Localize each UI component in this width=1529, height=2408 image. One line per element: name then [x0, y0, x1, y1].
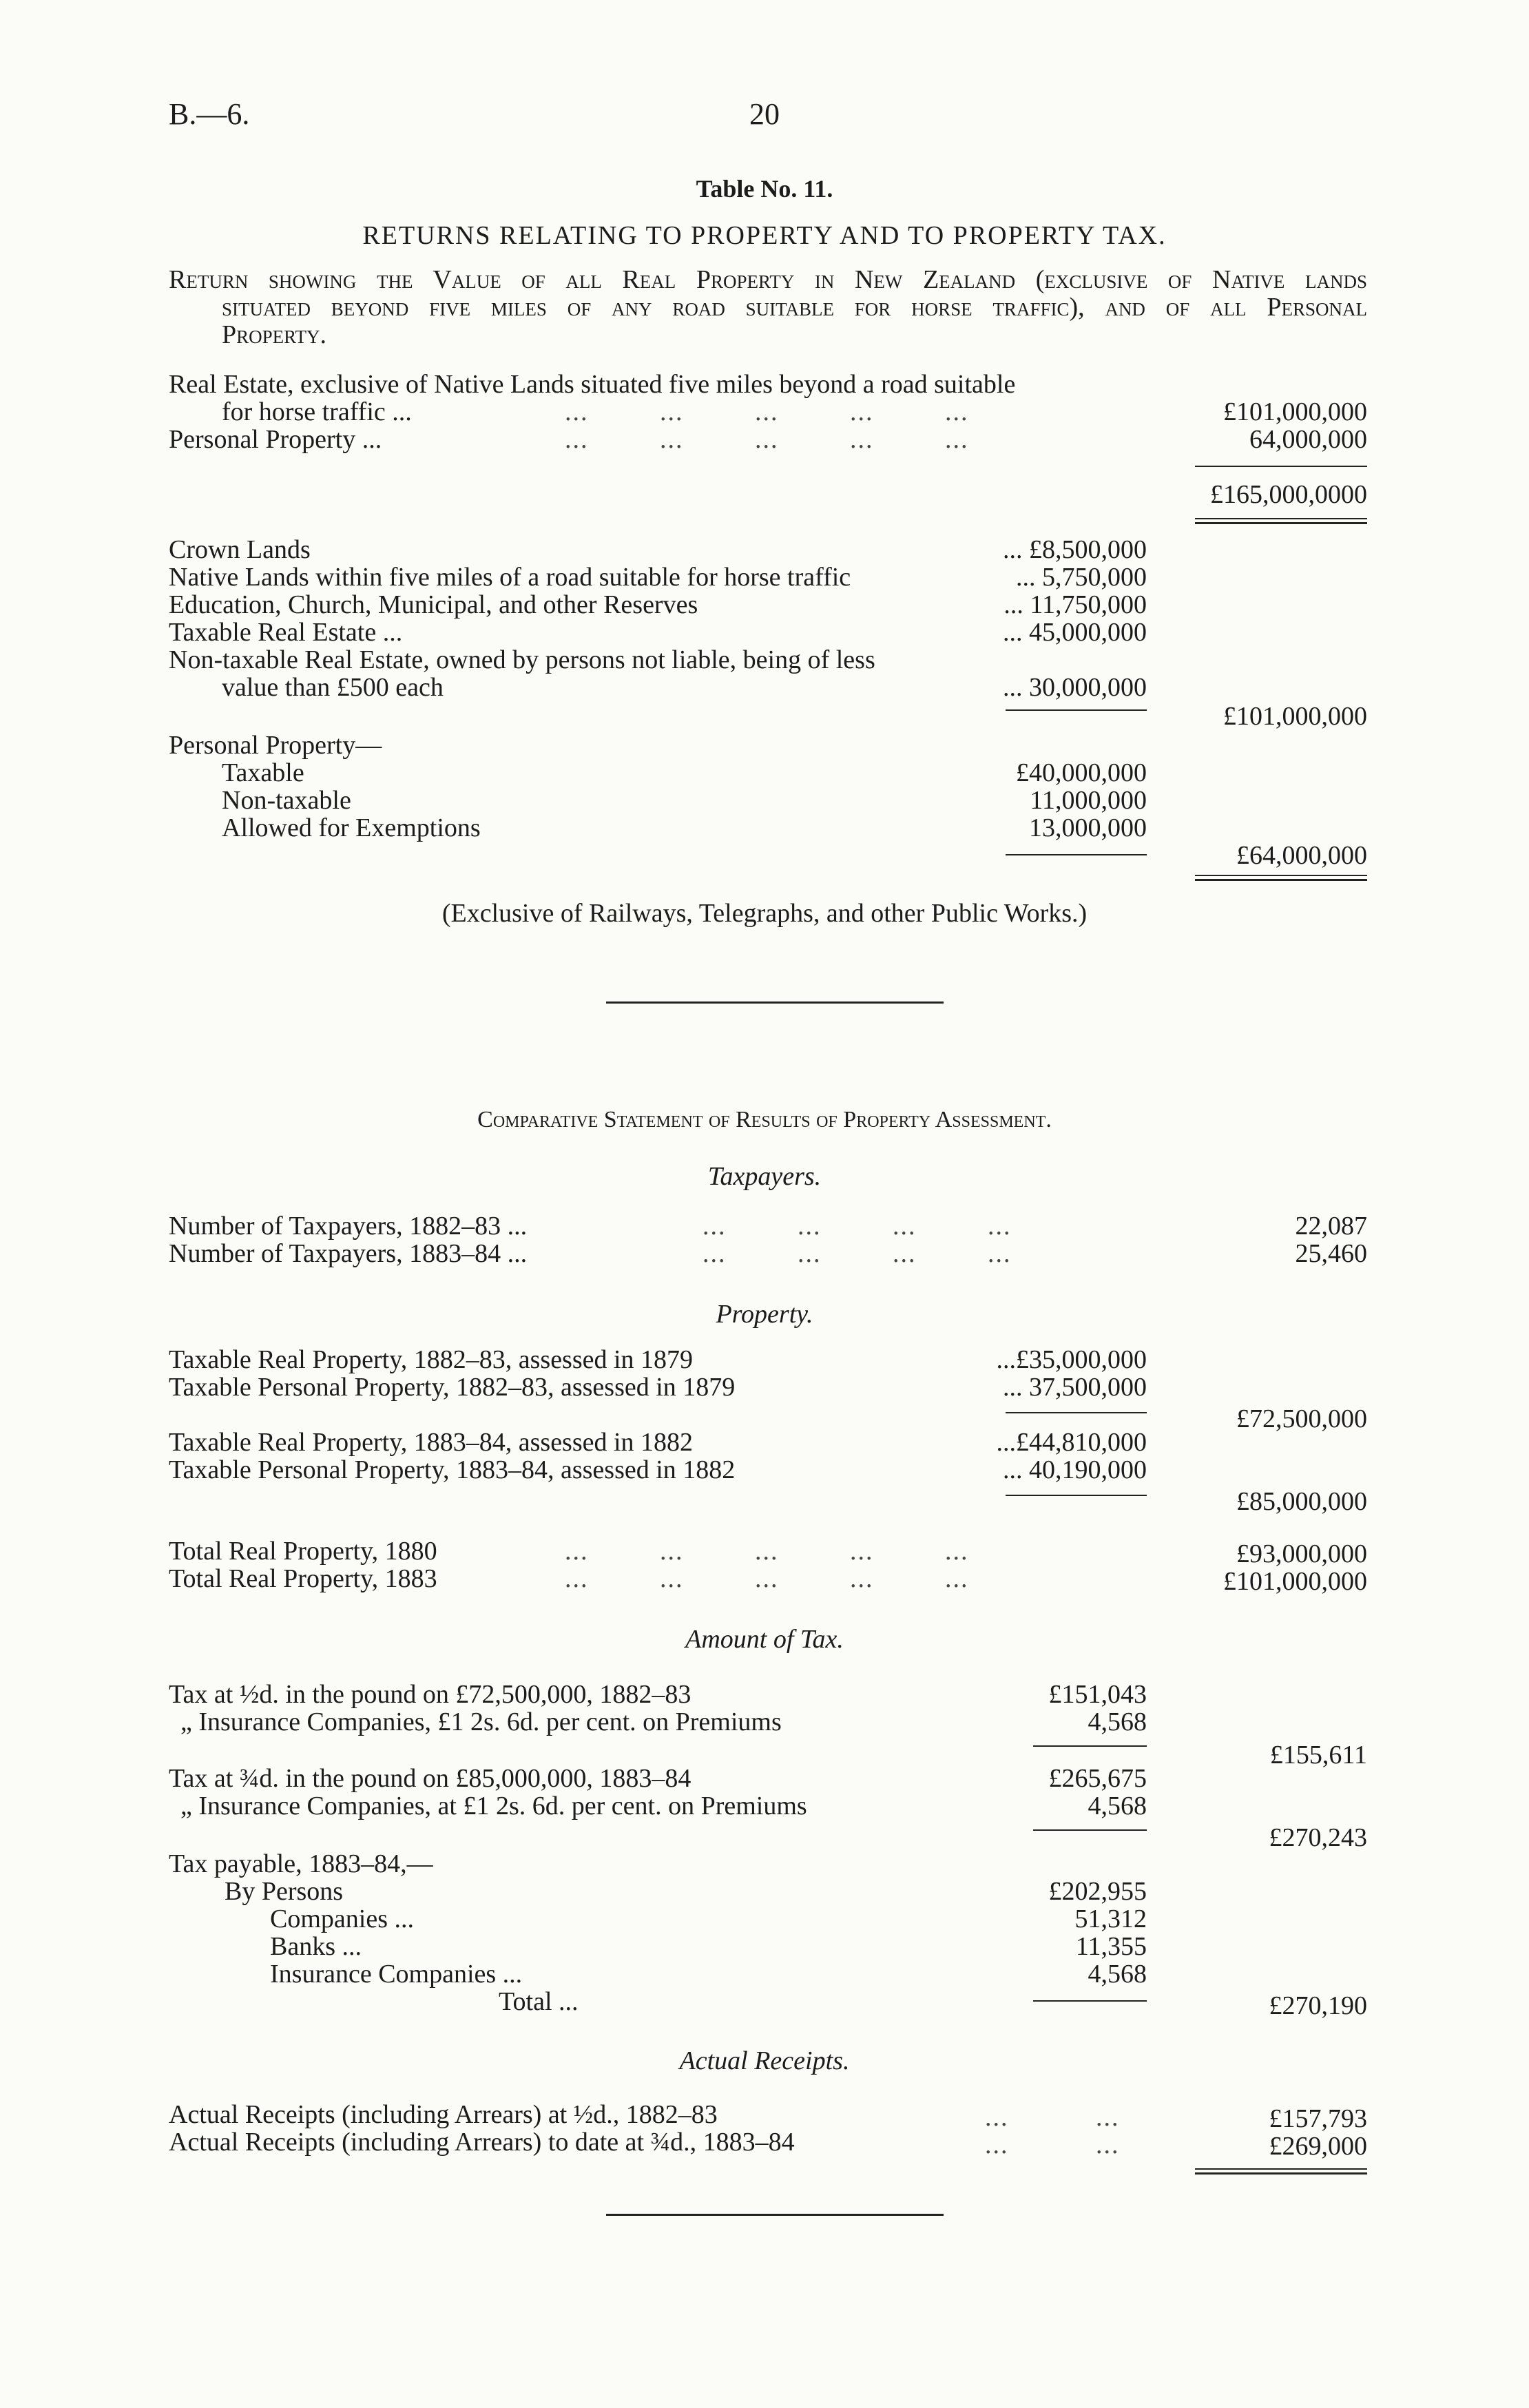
property-row-value: ... 37,500,000: [1003, 1373, 1147, 1402]
leader-dots: ... ... ... ...: [703, 1212, 1012, 1241]
real-estate-value: £101,000,000: [1223, 397, 1367, 426]
real-estate-label-line2: for horse traffic ...: [222, 397, 412, 426]
real-row-value: ... 30,000,000: [1003, 673, 1147, 702]
personal-row-label: Allowed for Exemptions: [222, 813, 481, 842]
property-row-label: Taxable Real Property, 1882–83, assessed in 1879: [169, 1345, 694, 1374]
exclusive-note: (Exclusive of Railways, Telegraphs, and other Public Works.): [441, 899, 1088, 928]
leader-dots: ... ... ... ...: [703, 1239, 1012, 1268]
personal-property-label: Personal Property ...: [169, 425, 382, 454]
table-title: Table No. 11.: [696, 175, 833, 203]
return-para-line3: Property.: [222, 320, 327, 349]
real-row-label: Crown Lands: [169, 535, 311, 564]
property-heading: Property.: [716, 1300, 813, 1329]
tax-row-label: Tax at ¾d. in the pound on £85,000,000, 1883–84: [169, 1764, 691, 1793]
real-row-label: value than £500 each: [222, 673, 444, 702]
real-row-value: ... 11,750,000: [1003, 590, 1147, 619]
property-row-label: Taxable Real Property, 1883–84, assessed in 1882: [169, 1428, 694, 1457]
rule: [1195, 518, 1367, 519]
taxpayers-row-value: 25,460: [1295, 1239, 1367, 1268]
payable-row-value: 51,312: [1074, 1904, 1147, 1933]
total-real-label: Total Real Property, 1883: [169, 1564, 437, 1593]
property-row-label: Taxable Personal Property, 1882–83, assessed in 1879: [169, 1373, 736, 1402]
payable-row-value: 11,355: [1075, 1932, 1147, 1961]
tax-row-value: £265,675: [1048, 1764, 1147, 1793]
return-para-line1: Return showing the Value of all Real Property in New Zealand (exclusive of Native lands: [169, 265, 1367, 294]
tax-row-label: „ Insurance Companies, £1 2s. 6d. per cent. on Premiums: [180, 1708, 782, 1736]
real-estate-label-line1: Real Estate, exclusive of Native Lands situated five miles beyond a road suitable: [169, 370, 1016, 399]
taxpayers-heading: Taxpayers.: [707, 1162, 822, 1191]
leader-dots: ... ... ... ... ...: [565, 1537, 969, 1566]
receipts-heading: Actual Receipts.: [679, 2046, 850, 2075]
payable-row-label: Insurance Companies ...: [270, 1960, 523, 1989]
property-row-label: Taxable Personal Property, 1883–84, assessed in 1882: [169, 1455, 736, 1484]
real-row-value: ... 5,750,000: [1016, 563, 1147, 592]
real-row-value: ... £8,500,000: [1003, 535, 1147, 564]
real-row-label: Taxable Real Estate ...: [169, 618, 403, 647]
leader-dots: ... ... ... ... ...: [565, 1564, 969, 1593]
tax-group2-total: £270,243: [1269, 1823, 1367, 1852]
leader-dots: ... ...: [985, 2103, 1120, 2132]
rule: [1195, 466, 1367, 467]
tax-row-value: £151,043: [1048, 1680, 1147, 1709]
personal-row-value: 13,000,000: [1029, 813, 1147, 842]
payable-heading: Tax payable, 1883–84,—: [169, 1849, 433, 1878]
personal-property-value: 64,000,000: [1249, 425, 1367, 454]
tax-row-label: „ Insurance Companies, at £1 2s. 6d. per cent. on Premiums: [180, 1792, 807, 1820]
payable-row-value: £202,955: [1048, 1877, 1147, 1906]
section-divider: [606, 2214, 944, 2216]
tax-group1-total: £155,611: [1269, 1741, 1367, 1769]
personal-row-label: Taxable: [222, 758, 304, 787]
real-row-label: Native Lands within five miles of a road suitable for horse traffic: [169, 563, 851, 592]
taxpayers-row-value: 22,087: [1295, 1212, 1367, 1241]
personal-breakdown-total: £64,000,000: [1236, 841, 1367, 870]
rule: [1195, 2168, 1367, 2170]
page-number: 20: [749, 97, 780, 131]
tax-row-value: 4,568: [1088, 1708, 1147, 1736]
payable-total-label: Total ...: [499, 1987, 579, 2016]
rule: [1195, 2172, 1367, 2175]
payable-row-label: Companies ...: [270, 1904, 414, 1933]
tax-heading: Amount of Tax.: [685, 1625, 844, 1654]
tax-row-label: Tax at ½d. in the pound on £72,500,000, 1882–83: [169, 1680, 691, 1709]
summary-total: £165,000,0000: [1210, 480, 1367, 509]
real-row-label: Non-taxable Real Estate, owned by persons not liable, being of less: [169, 645, 875, 674]
property-group1-total: £72,500,000: [1236, 1404, 1367, 1433]
leader-dots: ... ...: [985, 2130, 1120, 2159]
personal-row-value: 11,000,000: [1030, 786, 1147, 815]
rule: [1195, 879, 1367, 881]
taxpayers-row-label: Number of Taxpayers, 1882–83 ...: [169, 1212, 528, 1241]
leader-dots: ... ... ... ... ...: [565, 425, 969, 454]
real-row-value: ... 45,000,000: [1003, 618, 1147, 647]
total-real-value: £93,000,000: [1236, 1539, 1367, 1568]
real-breakdown-total: £101,000,000: [1223, 702, 1367, 731]
payable-total: £270,190: [1269, 1991, 1367, 2020]
comparative-title: Comparative Statement of Results of Property Assessment.: [477, 1107, 1052, 1132]
payable-row-label: By Persons: [225, 1877, 344, 1906]
property-group2-total: £85,000,000: [1236, 1487, 1367, 1516]
personal-row-value: £40,000,000: [1016, 758, 1147, 787]
receipts-row-label: Actual Receipts (including Arrears) at ½d., 1882–83: [169, 2100, 718, 2129]
return-para-line2: situated beyond five miles of any road suitable for horse traffic), and of all Personal: [222, 293, 1367, 322]
leader-dots: ... ... ... ... ...: [565, 397, 969, 426]
rule: [1195, 522, 1367, 524]
payable-row-label: Banks ...: [270, 1932, 362, 1961]
receipts-row-value: £269,000: [1269, 2132, 1367, 2161]
property-row-value: ...£44,810,000: [996, 1428, 1147, 1457]
property-row-value: ... 40,190,000: [1003, 1455, 1147, 1484]
receipts-row-value: £157,793: [1269, 2104, 1367, 2133]
real-row-label: Education, Church, Municipal, and other Reserves: [169, 590, 698, 619]
taxpayers-row-label: Number of Taxpayers, 1883–84 ...: [169, 1239, 528, 1268]
main-title: RETURNS RELATING TO PROPERTY AND TO PROPERTY TAX.: [362, 221, 1167, 250]
total-real-value: £101,000,000: [1223, 1567, 1367, 1596]
section-divider: [606, 1001, 944, 1004]
payable-row-value: 4,568: [1088, 1960, 1147, 1989]
tax-row-value: 4,568: [1088, 1792, 1147, 1820]
property-row-value: ...£35,000,000: [996, 1345, 1147, 1374]
document-reference: B.—6.: [169, 97, 250, 131]
personal-row-label: Non-taxable: [222, 786, 351, 815]
personal-heading: Personal Property—: [169, 731, 382, 760]
total-real-label: Total Real Property, 1880: [169, 1537, 437, 1566]
receipts-row-label: Actual Receipts (including Arrears) to date at ¾d., 1883–84: [169, 2128, 795, 2157]
rule: [1195, 875, 1367, 876]
